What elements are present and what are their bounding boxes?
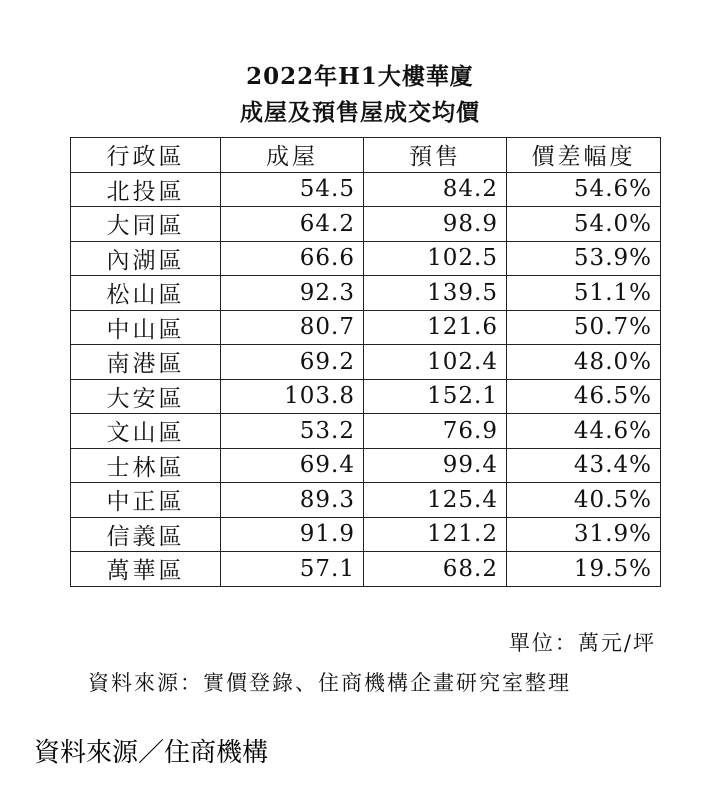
source-note: 資料來源：實價登錄、住商機構企畫研究室整理 (88, 671, 571, 695)
cell-price-gap: 54.0% (507, 207, 661, 242)
cell-district: 信義區 (71, 517, 221, 552)
table-row (71, 414, 661, 449)
table-row (71, 276, 661, 311)
table-row (71, 345, 661, 380)
cell-district: 中山區 (71, 310, 221, 345)
table-header-row (71, 138, 661, 173)
cell-price-gap: 51.1% (507, 276, 661, 311)
cell-existing-price: 69.4 (221, 448, 364, 483)
column-header-district: 行政區 (71, 138, 221, 173)
cell-district: 中正區 (71, 483, 221, 518)
price-table (70, 137, 661, 587)
cell-existing-price: 91.9 (221, 517, 364, 552)
table-body (71, 172, 661, 586)
cell-price-gap: 50.7% (507, 310, 661, 345)
cell-district: 大同區 (71, 207, 221, 242)
cell-district: 士林區 (71, 448, 221, 483)
chart-subtitle: 成屋及預售屋成交均價 (240, 99, 480, 126)
cell-presale-price: 102.5 (364, 241, 507, 276)
column-header-presale: 預售 (364, 138, 507, 173)
cell-existing-price: 54.5 (221, 172, 364, 207)
chart-title: 2022年H1大樓華廈 (246, 63, 474, 90)
cell-existing-price: 57.1 (221, 552, 364, 587)
cell-existing-price: 80.7 (221, 310, 364, 345)
cell-presale-price: 84.2 (364, 172, 507, 207)
cell-price-gap: 48.0% (507, 345, 661, 380)
cell-presale-price: 99.4 (364, 448, 507, 483)
cell-existing-price: 69.2 (221, 345, 364, 380)
cell-presale-price: 102.4 (364, 345, 507, 380)
table-row (71, 448, 661, 483)
table-row (71, 207, 661, 242)
cell-price-gap: 43.4% (507, 448, 661, 483)
cell-price-gap: 53.9% (507, 241, 661, 276)
table-row (71, 310, 661, 345)
cell-price-gap: 19.5% (507, 552, 661, 587)
table-row (71, 241, 661, 276)
table-row (71, 552, 661, 587)
column-header-price-gap: 價差幅度 (507, 138, 661, 173)
cell-existing-price: 66.6 (221, 241, 364, 276)
cell-district: 松山區 (71, 276, 221, 311)
image-caption: 資料來源／住商機構 (34, 738, 269, 768)
cell-presale-price: 121.6 (364, 310, 507, 345)
table-row (71, 379, 661, 414)
cell-price-gap: 54.6% (507, 172, 661, 207)
cell-district: 南港區 (71, 345, 221, 380)
cell-price-gap: 44.6% (507, 414, 661, 449)
cell-existing-price: 103.8 (221, 379, 364, 414)
cell-presale-price: 98.9 (364, 207, 507, 242)
cell-presale-price: 139.5 (364, 276, 507, 311)
cell-presale-price: 125.4 (364, 483, 507, 518)
table-row (71, 517, 661, 552)
cell-price-gap: 31.9% (507, 517, 661, 552)
cell-price-gap: 46.5% (507, 379, 661, 414)
cell-existing-price: 64.2 (221, 207, 364, 242)
cell-existing-price: 53.2 (221, 414, 364, 449)
table-row (71, 172, 661, 207)
cell-existing-price: 92.3 (221, 276, 364, 311)
cell-presale-price: 121.2 (364, 517, 507, 552)
cell-district: 萬華區 (71, 552, 221, 587)
cell-district: 內湖區 (71, 241, 221, 276)
cell-district: 文山區 (71, 414, 221, 449)
cell-price-gap: 40.5% (507, 483, 661, 518)
cell-presale-price: 76.9 (364, 414, 507, 449)
cell-presale-price: 152.1 (364, 379, 507, 414)
column-header-existing: 成屋 (221, 138, 364, 173)
cell-district: 北投區 (71, 172, 221, 207)
cell-district: 大安區 (71, 379, 221, 414)
unit-note: 單位：萬元/坪 (508, 631, 656, 655)
table-row (71, 483, 661, 518)
cell-existing-price: 89.3 (221, 483, 364, 518)
cell-presale-price: 68.2 (364, 552, 507, 587)
